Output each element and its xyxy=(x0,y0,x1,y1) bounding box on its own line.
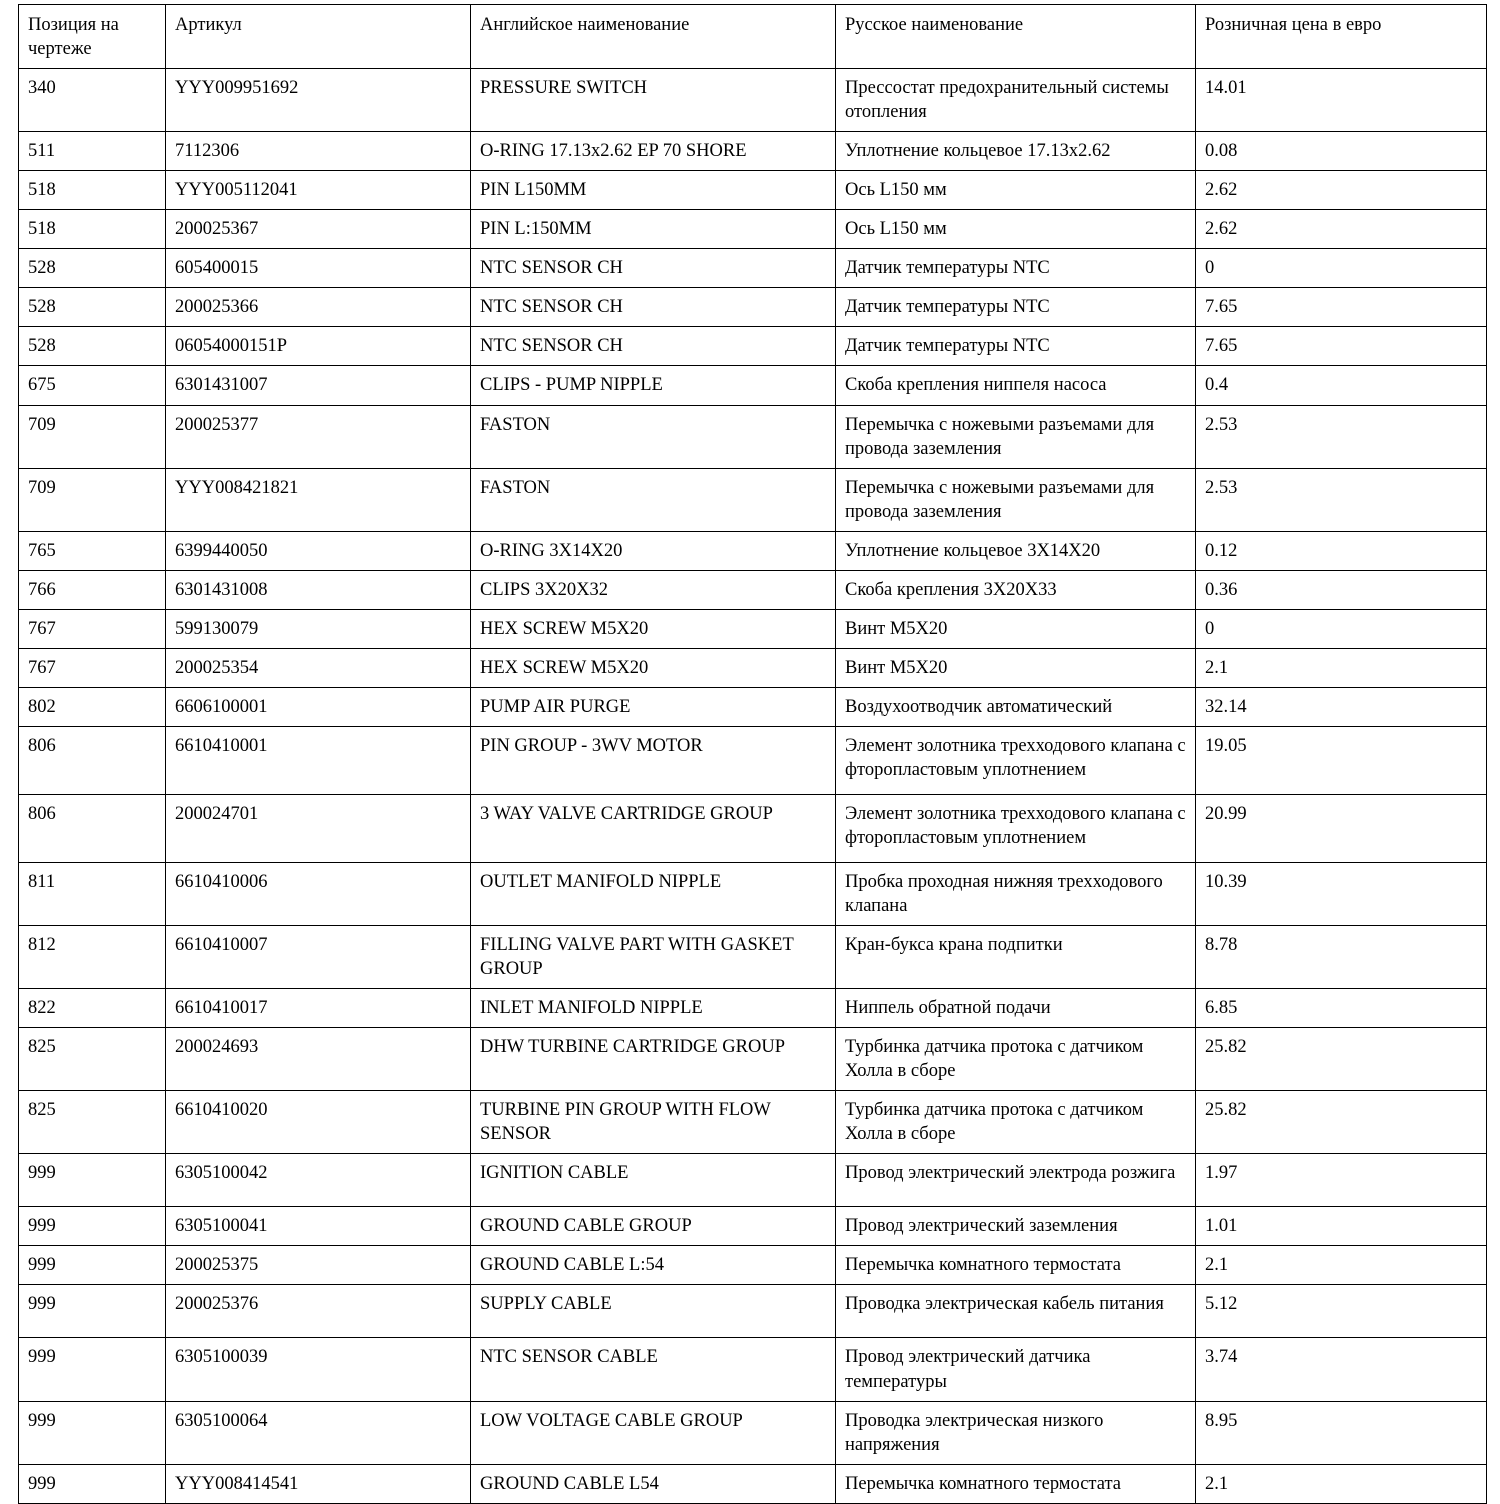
cell-russian: Ниппель обратной подачи xyxy=(836,989,1196,1028)
table-row xyxy=(19,1091,1487,1154)
cell-price: 3.74 xyxy=(1196,1338,1487,1401)
cell-price: 14.01 xyxy=(1196,69,1487,132)
cell-english: PIN L150MM xyxy=(471,171,836,210)
cell-position: 825 xyxy=(19,1091,166,1154)
cell-price: 0.4 xyxy=(1196,366,1487,405)
cell-article: 200025375 xyxy=(166,1246,471,1285)
cell-article: YYY009951692 xyxy=(166,69,471,132)
cell-english: OUTLET MANIFOLD NIPPLE xyxy=(471,862,836,925)
cell-english: CLIPS 3X20X32 xyxy=(471,570,836,609)
cell-price: 25.82 xyxy=(1196,1028,1487,1091)
table-row xyxy=(19,69,1487,132)
cell-article: 7112306 xyxy=(166,132,471,171)
cell-position: 767 xyxy=(19,609,166,648)
cell-position: 811 xyxy=(19,862,166,925)
cell-article: 6305100064 xyxy=(166,1401,471,1464)
cell-article: 200024701 xyxy=(166,794,471,862)
table-row xyxy=(19,1338,1487,1401)
cell-russian: Провод электрический электрода розжига xyxy=(836,1154,1196,1207)
cell-english: PIN L:150MM xyxy=(471,210,836,249)
cell-russian: Прессостат предохранительный системы отопления xyxy=(836,69,1196,132)
cell-russian: Провод электрический датчика температуры xyxy=(836,1338,1196,1401)
table-row xyxy=(19,1246,1487,1285)
cell-price: 2.62 xyxy=(1196,171,1487,210)
cell-russian: Элемент золотника трехходового клапана с фторопластовым уплотнением xyxy=(836,794,1196,862)
cell-position: 528 xyxy=(19,249,166,288)
cell-english: SUPPLY CABLE xyxy=(471,1285,836,1338)
cell-english: NTC SENSOR CH xyxy=(471,288,836,327)
cell-russian: Перемычка комнатного термостата xyxy=(836,1464,1196,1503)
cell-price: 2.1 xyxy=(1196,1464,1487,1503)
cell-russian: Датчик температуры NTC xyxy=(836,288,1196,327)
cell-english: IGNITION CABLE xyxy=(471,1154,836,1207)
cell-price: 8.95 xyxy=(1196,1401,1487,1464)
table-row xyxy=(19,249,1487,288)
cell-price: 2.53 xyxy=(1196,405,1487,468)
cell-price: 2.1 xyxy=(1196,1246,1487,1285)
cell-article: 200025366 xyxy=(166,288,471,327)
cell-english: HEX SCREW M5X20 xyxy=(471,609,836,648)
cell-english: FASTON xyxy=(471,405,836,468)
cell-position: 518 xyxy=(19,210,166,249)
cell-price: 1.97 xyxy=(1196,1154,1487,1207)
table-row xyxy=(19,1464,1487,1503)
cell-article: 6610410007 xyxy=(166,926,471,989)
cell-russian: Перемычка с ножевыми разъемами для провода заземления xyxy=(836,405,1196,468)
cell-article: 605400015 xyxy=(166,249,471,288)
cell-english: CLIPS - PUMP NIPPLE xyxy=(471,366,836,405)
cell-position: 518 xyxy=(19,171,166,210)
cell-article: 6305100041 xyxy=(166,1207,471,1246)
cell-price: 8.78 xyxy=(1196,926,1487,989)
cell-russian: Датчик температуры NTC xyxy=(836,327,1196,366)
cell-price: 10.39 xyxy=(1196,862,1487,925)
cell-russian: Пробка проходная нижняя трехходового клапана xyxy=(836,862,1196,925)
cell-english: NTC SENSOR CH xyxy=(471,249,836,288)
table-row xyxy=(19,1285,1487,1338)
table-row xyxy=(19,405,1487,468)
cell-position: 340 xyxy=(19,69,166,132)
cell-russian: Турбинка датчика протока с датчиком Холла в сборе xyxy=(836,1028,1196,1091)
table-row xyxy=(19,288,1487,327)
cell-russian: Провод электрический заземления xyxy=(836,1207,1196,1246)
cell-article: 6610410017 xyxy=(166,989,471,1028)
cell-article: 200025377 xyxy=(166,405,471,468)
cell-english: O-RING 3X14X20 xyxy=(471,531,836,570)
table-row xyxy=(19,366,1487,405)
cell-price: 2.1 xyxy=(1196,648,1487,687)
column-header-russian: Русское наименование xyxy=(836,5,1196,69)
cell-position: 806 xyxy=(19,794,166,862)
cell-price: 0 xyxy=(1196,609,1487,648)
table-row xyxy=(19,989,1487,1028)
table-row xyxy=(19,1401,1487,1464)
table-row xyxy=(19,648,1487,687)
table-row xyxy=(19,132,1487,171)
cell-russian: Датчик температуры NTC xyxy=(836,249,1196,288)
cell-position: 999 xyxy=(19,1207,166,1246)
cell-position: 709 xyxy=(19,405,166,468)
cell-price: 19.05 xyxy=(1196,726,1487,794)
cell-english: INLET MANIFOLD NIPPLE xyxy=(471,989,836,1028)
cell-price: 0.12 xyxy=(1196,531,1487,570)
cell-article: 200024693 xyxy=(166,1028,471,1091)
cell-russian: Винт M5X20 xyxy=(836,648,1196,687)
cell-russian: Винт M5X20 xyxy=(836,609,1196,648)
cell-price: 6.85 xyxy=(1196,989,1487,1028)
cell-price: 32.14 xyxy=(1196,687,1487,726)
cell-russian: Скоба крепления 3X20X33 xyxy=(836,570,1196,609)
cell-russian: Турбинка датчика протока с датчиком Холла в сборе xyxy=(836,1091,1196,1154)
table-row xyxy=(19,531,1487,570)
table-body xyxy=(19,69,1487,1504)
cell-english: NTC SENSOR CABLE xyxy=(471,1338,836,1401)
cell-position: 806 xyxy=(19,726,166,794)
cell-position: 511 xyxy=(19,132,166,171)
cell-price: 2.62 xyxy=(1196,210,1487,249)
cell-english: O-RING 17.13x2.62 EP 70 SHORE xyxy=(471,132,836,171)
table-header-row xyxy=(19,5,1487,69)
cell-article: 6301431008 xyxy=(166,570,471,609)
cell-article: 6301431007 xyxy=(166,366,471,405)
cell-article: 200025367 xyxy=(166,210,471,249)
cell-position: 675 xyxy=(19,366,166,405)
cell-position: 822 xyxy=(19,989,166,1028)
spare-parts-table xyxy=(18,4,1487,1504)
cell-english: FILLING VALVE PART WITH GASKET GROUP xyxy=(471,926,836,989)
cell-english: FASTON xyxy=(471,468,836,531)
cell-english: PRESSURE SWITCH xyxy=(471,69,836,132)
cell-price: 7.65 xyxy=(1196,288,1487,327)
cell-russian: Ось L150 мм xyxy=(836,171,1196,210)
cell-english: GROUND CABLE L:54 xyxy=(471,1246,836,1285)
cell-position: 802 xyxy=(19,687,166,726)
cell-price: 20.99 xyxy=(1196,794,1487,862)
cell-russian: Кран-букса крана подпитки xyxy=(836,926,1196,989)
cell-position: 825 xyxy=(19,1028,166,1091)
cell-article: 6610410006 xyxy=(166,862,471,925)
cell-position: 709 xyxy=(19,468,166,531)
cell-article: 200025354 xyxy=(166,648,471,687)
cell-position: 528 xyxy=(19,327,166,366)
table-row xyxy=(19,171,1487,210)
table-row xyxy=(19,1154,1487,1207)
cell-english: PIN GROUP - 3WV MOTOR xyxy=(471,726,836,794)
cell-russian: Уплотнение кольцевое 17.13x2.62 xyxy=(836,132,1196,171)
column-header-price: Розничная цена в евро xyxy=(1196,5,1487,69)
cell-article: 6305100042 xyxy=(166,1154,471,1207)
cell-russian: Ось L150 мм xyxy=(836,210,1196,249)
cell-position: 999 xyxy=(19,1154,166,1207)
cell-russian: Перемычка комнатного термостата xyxy=(836,1246,1196,1285)
cell-english: DHW TURBINE CARTRIDGE GROUP xyxy=(471,1028,836,1091)
table-row xyxy=(19,1207,1487,1246)
cell-position: 765 xyxy=(19,531,166,570)
cell-price: 0.08 xyxy=(1196,132,1487,171)
table-row xyxy=(19,570,1487,609)
cell-position: 767 xyxy=(19,648,166,687)
cell-article: 6610410001 xyxy=(166,726,471,794)
cell-position: 766 xyxy=(19,570,166,609)
cell-article: 06054000151P xyxy=(166,327,471,366)
table-row xyxy=(19,468,1487,531)
table-header xyxy=(19,5,1487,69)
cell-price: 5.12 xyxy=(1196,1285,1487,1338)
cell-russian: Элемент золотника трехходового клапана с фторопластовым уплотнением xyxy=(836,726,1196,794)
table-row xyxy=(19,926,1487,989)
table-row xyxy=(19,726,1487,794)
cell-article: YYY008414541 xyxy=(166,1464,471,1503)
cell-article: YYY005112041 xyxy=(166,171,471,210)
column-header-article: Артикул xyxy=(166,5,471,69)
cell-article: 6610410020 xyxy=(166,1091,471,1154)
cell-price: 0 xyxy=(1196,249,1487,288)
column-header-position: Позиция на чертеже xyxy=(19,5,166,69)
cell-article: 6399440050 xyxy=(166,531,471,570)
cell-position: 999 xyxy=(19,1401,166,1464)
cell-english: NTC SENSOR CH xyxy=(471,327,836,366)
table-row xyxy=(19,327,1487,366)
cell-russian: Воздухоотводчик автоматический xyxy=(836,687,1196,726)
table-row xyxy=(19,1028,1487,1091)
cell-russian: Проводка электрическая кабель питания xyxy=(836,1285,1196,1338)
cell-russian: Скоба крепления ниппеля насоса xyxy=(836,366,1196,405)
cell-price: 7.65 xyxy=(1196,327,1487,366)
cell-price: 2.53 xyxy=(1196,468,1487,531)
cell-russian: Перемычка с ножевыми разъемами для провода заземления xyxy=(836,468,1196,531)
cell-russian: Проводка электрическая низкого напряжения xyxy=(836,1401,1196,1464)
cell-english: LOW VOLTAGE CABLE GROUP xyxy=(471,1401,836,1464)
cell-position: 999 xyxy=(19,1464,166,1503)
cell-position: 999 xyxy=(19,1285,166,1338)
cell-english: GROUND CABLE L54 xyxy=(471,1464,836,1503)
cell-english: 3 WAY VALVE CARTRIDGE GROUP xyxy=(471,794,836,862)
cell-position: 999 xyxy=(19,1338,166,1401)
cell-position: 528 xyxy=(19,288,166,327)
cell-english: TURBINE PIN GROUP WITH FLOW SENSOR xyxy=(471,1091,836,1154)
cell-price: 25.82 xyxy=(1196,1091,1487,1154)
cell-price: 1.01 xyxy=(1196,1207,1487,1246)
cell-english: HEX SCREW M5X20 xyxy=(471,648,836,687)
table-row xyxy=(19,609,1487,648)
table-row xyxy=(19,862,1487,925)
cell-position: 812 xyxy=(19,926,166,989)
cell-article: 6305100039 xyxy=(166,1338,471,1401)
cell-english: PUMP AIR PURGE xyxy=(471,687,836,726)
cell-article: 200025376 xyxy=(166,1285,471,1338)
cell-position: 999 xyxy=(19,1246,166,1285)
cell-article: 599130079 xyxy=(166,609,471,648)
table-row xyxy=(19,794,1487,862)
cell-article: YYY008421821 xyxy=(166,468,471,531)
cell-price: 0.36 xyxy=(1196,570,1487,609)
table-row xyxy=(19,687,1487,726)
cell-english: GROUND CABLE GROUP xyxy=(471,1207,836,1246)
column-header-english: Английское наименование xyxy=(471,5,836,69)
table-row xyxy=(19,210,1487,249)
cell-article: 6606100001 xyxy=(166,687,471,726)
cell-russian: Уплотнение кольцевое 3X14X20 xyxy=(836,531,1196,570)
